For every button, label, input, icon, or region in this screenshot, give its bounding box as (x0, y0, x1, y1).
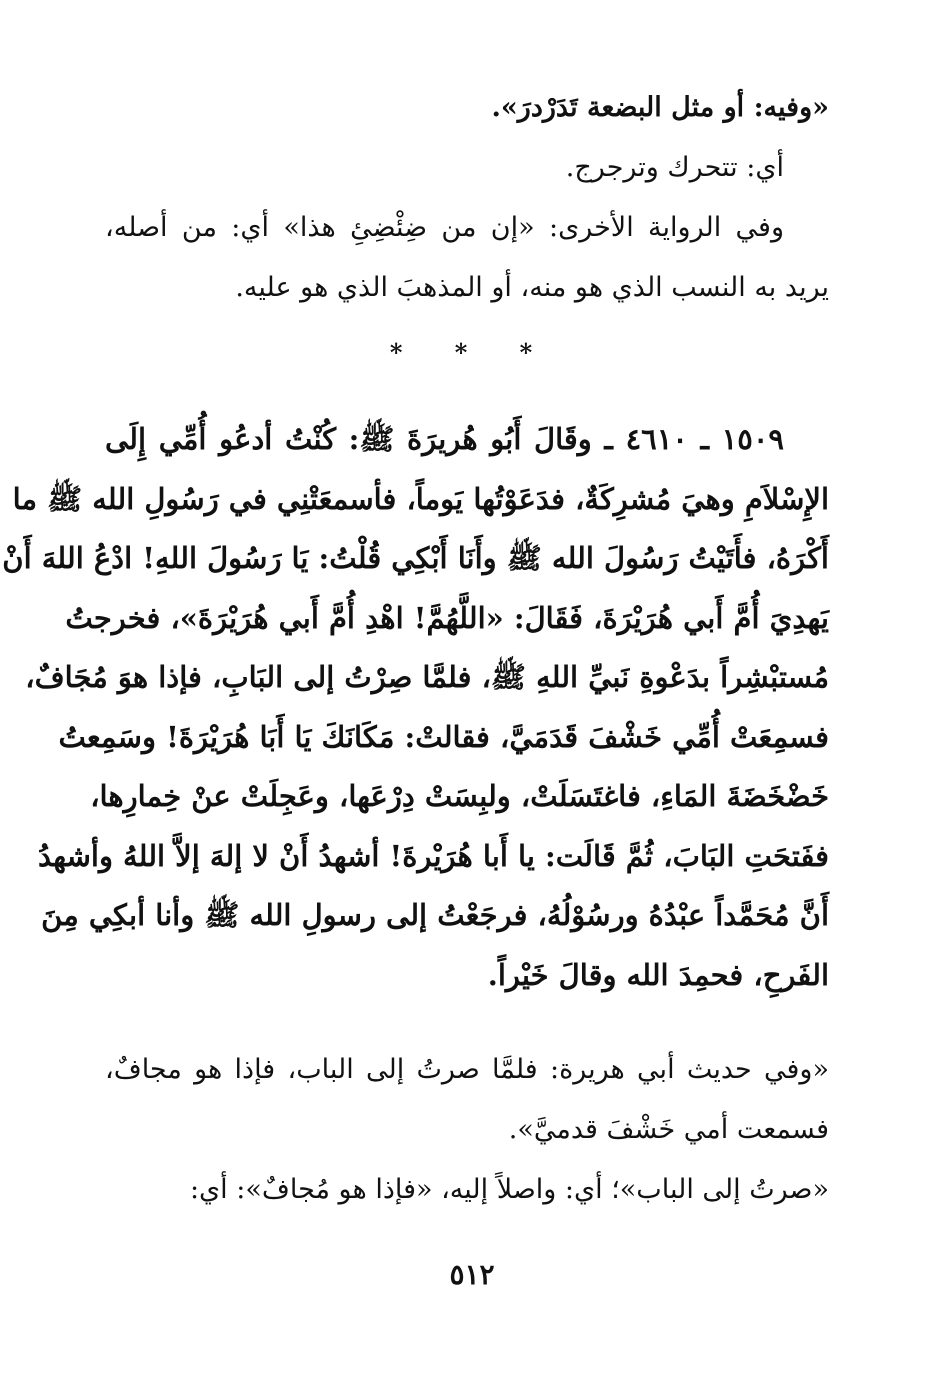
quote-line-1: «وفيه: أو مثل البضعة تَدَرْدرَ». (491, 92, 829, 123)
hadith-line: الإِسْلاَمِ وهيَ مُشرِكَةٌ، فدَعَوْتُها يَوماً، فأسمعَتْنِي في رَسُولِ الله ﷺ ما (12, 481, 829, 516)
hadith-line: الفَرحِ، فحمِدَ الله وقالَ خَيْراً. (487, 957, 829, 992)
hadith-block (2, 410, 829, 1005)
commentary-line-3: «صرتُ إلى الباب»؛ أي: واصلاً إليه، «فإذا هو مُجافٌ»: أي: (189, 1174, 829, 1205)
explanation-line-2: وفي الرواية الأخرى: «إن من ضِئْضِئِ هذا» أي: من أصله، (105, 212, 784, 243)
page-number: ٥١٢ (449, 1258, 495, 1291)
hadith-line: مُستبْشِراً بدَعْوةِ نَبيِّ اللهِ ﷺ، فلمَّا صِرْتُ إلى البَابِ، فإذا هوَ مُجَافٌ، (25, 660, 829, 694)
explanation-line-1: أي: تتحرك وترجرج. (565, 152, 784, 183)
hadith-line: ففَتحَتِ البَابَ، ثُمَّ قَالَت: يا أَبا هُرَيْرةَ! أشهدُ أَنْ لا إلهَ إلاَّ اللهُ وأشهدُ (38, 838, 829, 873)
bottom-block (105, 1040, 829, 1220)
hadith-line: خَضْخَضَةَ المَاءِ، فاغتَسَلَتْ، ولبِسَتْ دِرْعَها، وعَجِلَتْ عنْ خِمارِها، (90, 779, 829, 813)
commentary-line-2: فسمعت أمي خَشْفَ قدميَّ». (508, 1114, 829, 1145)
commentary-line-1: «وفي حديث أبي هريرة: فلمَّا صرتُ إلى الباب، فإذا هو مجافٌ، (105, 1054, 829, 1085)
top-block (105, 78, 829, 318)
explanation-line-3: يريد به النسب الذي هو منه، أو المذهبَ الذي هو عليه. (235, 272, 829, 303)
section-separator: * * * (389, 338, 555, 367)
hadith-line: أَكْرَهُ، فأَتَيْتُ رَسُولَ الله ﷺ وأَنَا أَبْكِي قُلْتُ: يَا رَسُولَ اللهِ! ادْعُ اللهَ أَنْ (2, 541, 829, 575)
hadith-line: ١٥٠٩ ـ ٤٦١٠ ـ وقَالَ أَبُو هُريرَةَ ﷺ: كُنْتُ أدعُو أُمِّي إِلَى (105, 422, 784, 456)
hadith-line: أَنَّ مُحَمَّداً عبْدُهُ ورسُوْلُهُ، فرجَعْتُ إلى رسولِ الله ﷺ وأنا أبكِي مِنَ (41, 898, 829, 932)
hadith-line: يَهدِيَ أُمَّ أَبي هُرَيْرَةَ، فَقَالَ: «اللَّهُمَّ! اهْدِ أُمَّ أَبي هُرَيْرَةَ»، فخرجتُ (65, 600, 829, 635)
hadith-line: فسمِعَتْ أُمِّي خَشْفَ قَدَمَيَّ، فقالتْ: مَكَانَكَ يَا أَبَا هُرَيْرَةَ! وسَمِعتُ (58, 719, 829, 754)
